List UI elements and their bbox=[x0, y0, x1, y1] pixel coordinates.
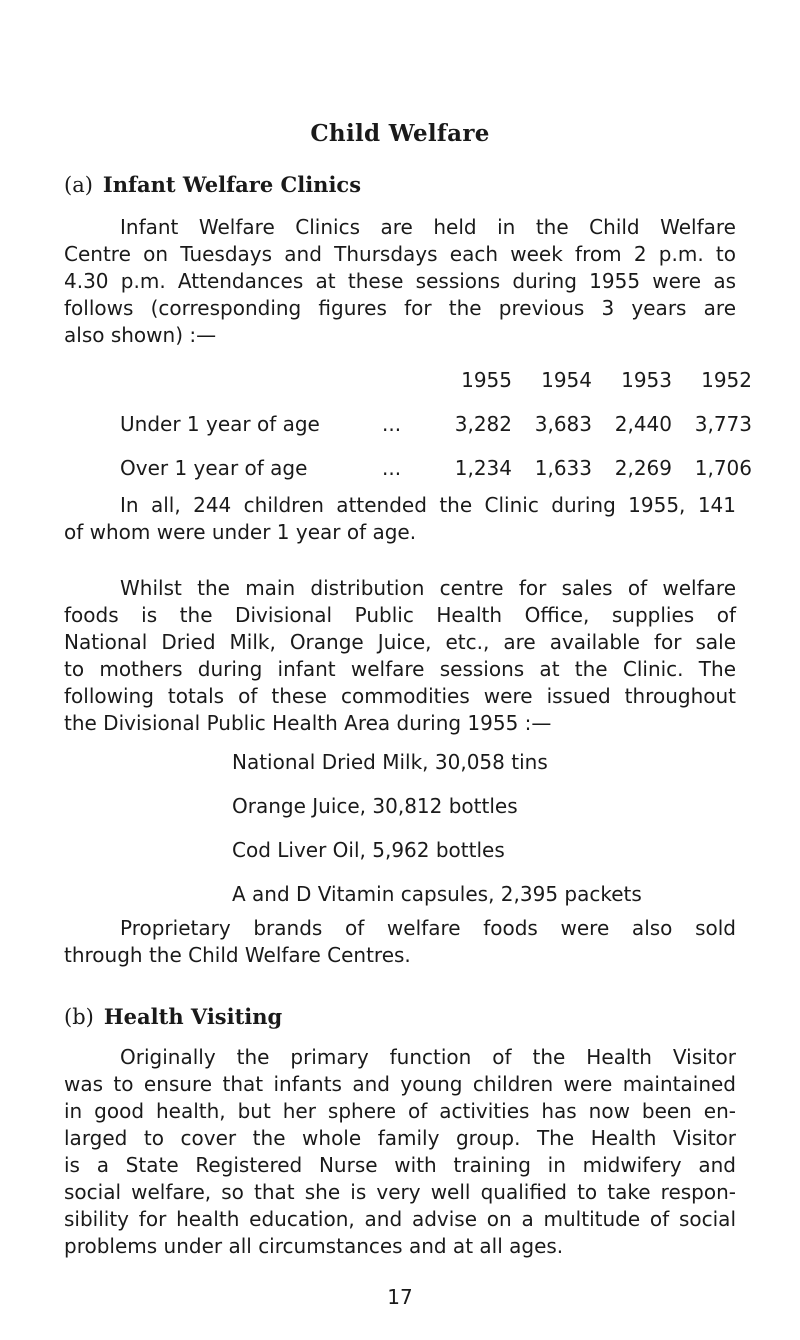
table-cell: 2,440 bbox=[614, 412, 672, 436]
text-line: following totals of these commodities were issued throughout bbox=[64, 684, 736, 708]
table-cell: 1,633 bbox=[534, 456, 592, 480]
section-b-paragraph-1 bbox=[64, 1044, 736, 1260]
list-item: Orange Juice, 30,812 bottles bbox=[232, 794, 518, 818]
text-line: National Dried Milk, Orange Juice, etc., are available for sale bbox=[64, 630, 736, 654]
text-line: the Divisional Public Health Area during 1955 :— bbox=[64, 711, 552, 735]
section-b-marker: (b) bbox=[64, 1005, 94, 1029]
page-number: 17 bbox=[387, 1285, 413, 1309]
text-line: Whilst the main distribution centre for sales of welfare bbox=[120, 576, 736, 600]
text-line: Infant Welfare Clinics are held in the Child Welfare bbox=[120, 215, 736, 239]
section-a-heading-text: Infant Welfare Clinics bbox=[102, 172, 362, 197]
text-line: 4.30 p.m. Attendances at these sessions during 1955 were as bbox=[64, 269, 736, 293]
text-line: In all, 244 children attended the Clinic during 1955, 141 bbox=[120, 493, 736, 517]
table-cell: 1,706 bbox=[694, 456, 752, 480]
list-item: Cod Liver Oil, 5,962 bottles bbox=[232, 838, 505, 862]
section-a-paragraph-4 bbox=[64, 915, 736, 969]
year-header: 1955 bbox=[461, 368, 512, 392]
year-header: 1952 bbox=[701, 368, 752, 392]
text-line: through the Child Welfare Centres. bbox=[64, 943, 411, 967]
text-line: also shown) :— bbox=[64, 323, 217, 347]
attendance-table bbox=[120, 358, 752, 490]
table-cell: 1,234 bbox=[454, 456, 512, 480]
table-row bbox=[120, 402, 752, 446]
section-a-heading bbox=[64, 172, 361, 197]
row-label: Under 1 year of age bbox=[120, 412, 320, 436]
text-line: problems under all circumstances and at all ages. bbox=[64, 1234, 564, 1258]
text-line: sibility for health education, and advise on a multitude of social bbox=[64, 1207, 736, 1231]
text-line: Centre on Tuesdays and Thursdays each week from 2 p.m. to bbox=[64, 242, 736, 266]
table-row bbox=[120, 446, 752, 490]
text-line: foods is the Divisional Public Health Office, supplies of bbox=[64, 603, 736, 627]
section-b-heading bbox=[64, 1004, 282, 1029]
list-item: National Dried Milk, 30,058 tins bbox=[232, 750, 548, 774]
text-line: social welfare, so that she is very well qualified to take respon- bbox=[64, 1180, 736, 1204]
commodities-list bbox=[232, 740, 642, 916]
leader-dots: ... bbox=[382, 456, 402, 480]
year-header: 1953 bbox=[621, 368, 672, 392]
text-line: of whom were under 1 year of age. bbox=[64, 520, 417, 544]
row-label: Over 1 year of age bbox=[120, 456, 308, 480]
year-header: 1954 bbox=[541, 368, 592, 392]
text-line: Proprietary brands of welfare foods were also sold bbox=[120, 916, 736, 940]
text-line: follows (corresponding figures for the previous 3 years are bbox=[64, 296, 736, 320]
section-a-paragraph-2 bbox=[64, 492, 736, 546]
section-b-heading-text: Health Visiting bbox=[103, 1004, 283, 1029]
text-line: is a State Registered Nurse with training in midwifery and bbox=[64, 1153, 736, 1177]
table-cell: 3,773 bbox=[694, 412, 752, 436]
table-cell: 2,269 bbox=[614, 456, 672, 480]
list-item: A and D Vitamin capsules, 2,395 packets bbox=[232, 882, 642, 906]
text-line: was to ensure that infants and young children were maintained bbox=[64, 1072, 736, 1096]
text-line: to mothers during infant welfare sessions at the Clinic. The bbox=[64, 657, 736, 681]
page-title: Child Welfare bbox=[310, 120, 490, 147]
section-a-paragraph-3 bbox=[64, 575, 736, 737]
text-line: in good health, but her sphere of activities has now been en- bbox=[64, 1099, 736, 1123]
table-cell: 3,683 bbox=[534, 412, 592, 436]
table-cell: 3,282 bbox=[454, 412, 512, 436]
table-header-row bbox=[120, 358, 752, 402]
leader-dots: ... bbox=[382, 412, 402, 436]
text-line: larged to cover the whole family group. The Health Visitor bbox=[64, 1126, 736, 1150]
section-a-marker: (a) bbox=[64, 173, 93, 197]
text-line: Originally the primary function of the Health Visitor bbox=[120, 1045, 736, 1069]
section-a-paragraph-1 bbox=[64, 214, 736, 349]
